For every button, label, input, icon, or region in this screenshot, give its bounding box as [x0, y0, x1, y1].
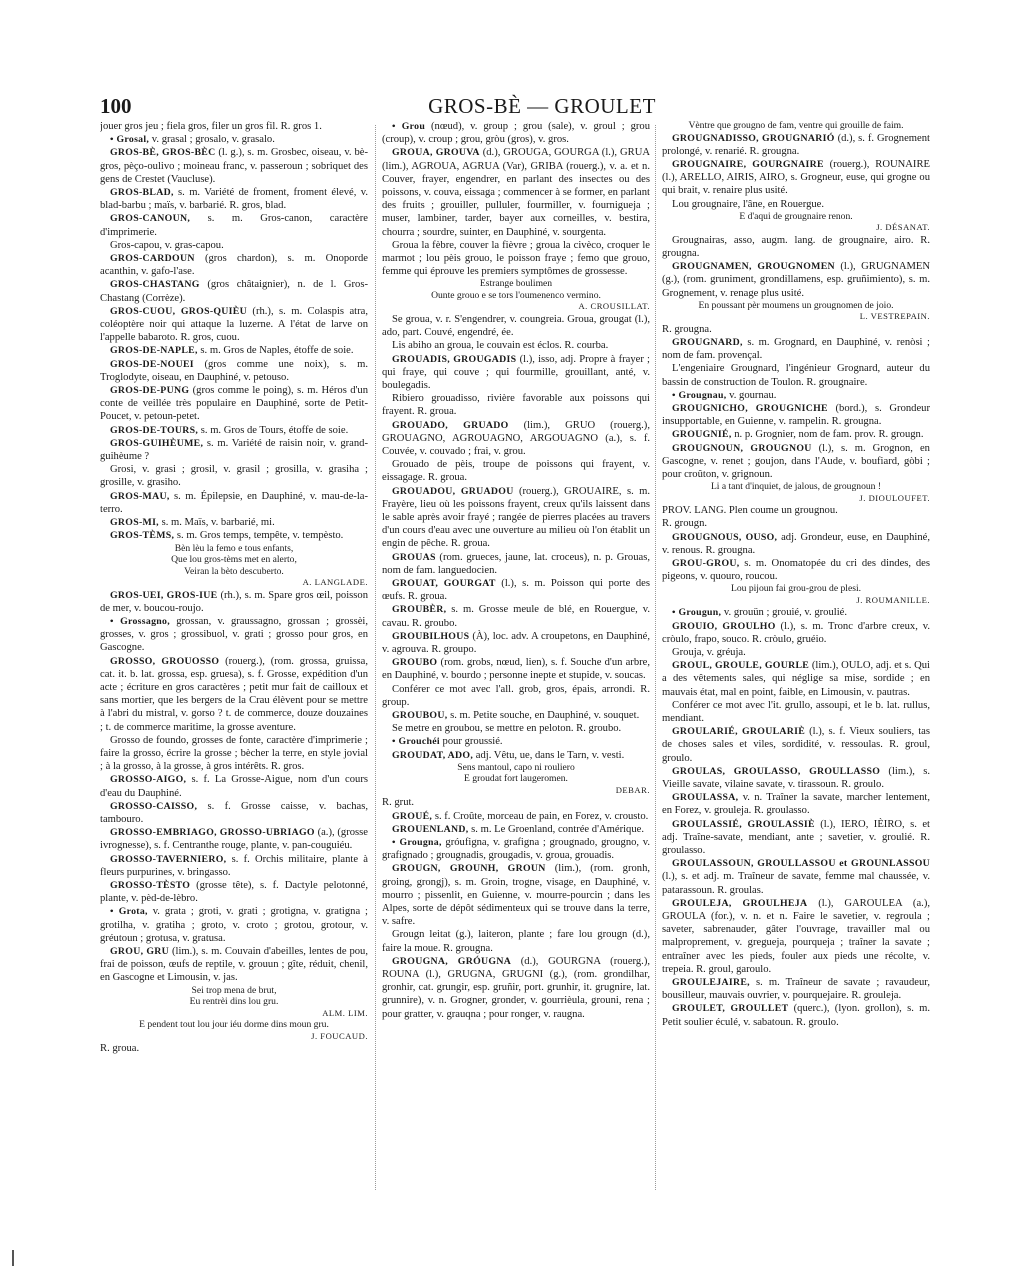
dictionary-entry — [382, 656, 650, 682]
quotation-line: Eu rentrèi dins lou gru. — [189, 996, 279, 1008]
entry-headword: GROUGNARD, — [672, 336, 743, 348]
entry-headword: GROUGN, GROUNH, GROUN — [392, 863, 546, 875]
entry-text: Grouado de pèis, troupe de poissons qui frayent, v. eissagage. R. groua. — [382, 459, 650, 484]
entry-definition: (l.), GRUGNAMEN (g.), (rom. gruniment, grondillamens, esp. gruñimiento), s. m. Grognement, v. renage plus usité. — [662, 261, 930, 299]
entry-definition: (rom. grueces, jaune, lat. croceus), n. p. Grouas, nom de fam. languedocien. — [382, 551, 650, 576]
dictionary-entry — [382, 577, 650, 603]
entry-definition: (l.), s. m. Tronc d'arbre creux, v. cròulo, frapo, souco. R. cròulo, gruéio. — [662, 620, 930, 645]
dictionary-entry — [662, 336, 930, 362]
entry-definition: s. m. Maïs, v. barbarié, mi. — [158, 517, 275, 529]
entry-headword: GROULEJA, GROULHEJA — [672, 897, 808, 909]
entry-definition: (lim.), (rom. gronh, groing, grongj), s. m. Groin, trogne, visage, en Dauphiné, v. mourro ; pissenlit, en Guienne, v. mourre-pourcin ; dans les Alpes, sorte de dépôt sédimenteux qui se trouve dans la terre, v. safre. — [382, 863, 650, 928]
quotation-author: J. FOUCAUD. — [311, 1030, 368, 1041]
column-right — [662, 120, 930, 1200]
dictionary-entry — [662, 976, 930, 1002]
dictionary-entry — [382, 749, 650, 762]
page-number: 100 — [100, 94, 132, 118]
entry-definition: (rouerg.), (rom. grossa, gruissa, cat. it. b. lat. grossa, esp. gruesa), s. f. Grosse, expédition d'un acte ; écriture en gros caractères ; petit mur fait de cailloux et sans mortier, que les bergers de la Crau élèvent pour se mettre à l'abri du mistral, v. gorso ? t. de commerce, douze douzaines ; t. de commerce maritime, la grosse aventure. — [100, 655, 368, 733]
entry-headword: GROS-DE-NAPLE, — [110, 345, 198, 357]
quotation-line: E groudat fort laugeromen. — [464, 773, 568, 785]
entry-definition: (rh.), s. m. Colaspis atra, coléoptère noir qui attaque la luzerne. A l'état de larve on l'appelle babaroto. R. gros, cuou. — [100, 305, 368, 344]
dictionary-entry — [662, 531, 930, 557]
entry-definition: adj. Grondeur, euse, en Dauphiné, v. renous. R. grougna. — [662, 531, 930, 556]
entry-definition: s. m. Variété de froment, froment élevé, v. blad-barbu ; maïs, v. barbarié. R. gros, blad. — [100, 187, 368, 212]
entry-definition: (rom. grobs, nœud, lien), s. f. Souche d'un arbre, en Dauphiné, v. bourdo ; personne inepte et stupide, v. soucas. — [382, 657, 650, 682]
entry-headword: GROS-GUIHÈUME, — [110, 437, 204, 449]
entry-definition: s. m. Onomatopée du cri des dindes, des pigeons, v. quouro, roucou. — [662, 557, 930, 583]
dictionary-entry — [100, 945, 368, 985]
quotation-author: ALM. LIM. — [322, 1007, 368, 1018]
entry-text: Conférer ce mot avec l'all. grob, gros, épais, arrondi. R. group. — [382, 683, 650, 708]
dictionary-entry — [382, 955, 650, 1021]
entry-headword: GROULEJAIRE, — [672, 977, 750, 989]
entry-definition: (gros comme une noix), s. m. Troglodyte, oiseau, en Dauphiné, v. petouso. — [100, 358, 368, 383]
entry-definition: (gros chardon), s. m. Onoporde acanthin, v. gafo-l'ase. — [100, 253, 368, 278]
entry-headword: GROULASSOUN, GROULLASSOU et GROUNLASSOU — [672, 858, 930, 870]
entry-headword: GROUGNICHO, GROUGNICHE — [672, 402, 828, 414]
dictionary-entry — [382, 862, 650, 928]
dictionary-entry — [100, 853, 368, 879]
entry-headword: GROSSO-CAISSO, — [110, 800, 198, 812]
dictionary-entry — [382, 823, 650, 836]
entry-definition: (gros comme le poing), s. m. Héros d'un conte de veillée très populaire en Dauphiné, sorte de Petit-Poucet, v. petoun-petet. — [100, 385, 368, 423]
entry-definition: (l.), s. f. Vieux souliers, tas de choses sales et viles, sordidité, v. ressoulas. R. groul, groulo. — [662, 726, 930, 764]
entry-text: Grougn leitat (g.), laiteron, plante ; fare lou grougn (d.), faire la moue. R. grougna. — [382, 929, 650, 954]
dictionary-entry — [662, 857, 930, 897]
entry-headword: GROULASSA, — [672, 792, 739, 804]
entry-definition: v. gournau. — [726, 389, 777, 401]
entry-headword: GROUA, GROUVA — [392, 147, 480, 159]
entry-definition: s. f. La Grosse-Aigue, nom d'un cours d'eau du Dauphiné. — [100, 774, 368, 799]
entry-headword: GROULASSIÉ, GROULASSIÈ — [672, 818, 815, 830]
entry-headword: GROUBOU, — [392, 710, 448, 722]
entry-headword: GROUADOU, GRUADOU — [392, 485, 514, 497]
entry-headword: GROS-DE-PUNG — [110, 385, 190, 397]
entry-definition: (lim.), s. Vieille savate, vilaine savate, v. tirassoun. R. groulo. — [662, 765, 930, 791]
dictionary-entry — [100, 490, 368, 516]
entry-definition: (querc.), (lyon. grollon), s. m. Petit soulier éculé, v. sabatoun. R. groulo. — [662, 1003, 930, 1028]
entry-headword: • Grou — [392, 121, 426, 132]
entry-definition: v. grasal ; grosalo, v. grasalo. — [149, 134, 275, 146]
entry-definition: (grosse tête), s. f. Dactyle pelotonné, plante, v. pèd-de-lèbro. — [100, 879, 368, 905]
entry-text: R. grougn. — [662, 518, 708, 530]
entry-definition: s. f. Orchis militaire, plante à fleurs purpurines, v. bringasso. — [100, 853, 368, 878]
dictionary-entry — [100, 212, 368, 238]
entry-headword: GROUGNIÉ, — [672, 429, 732, 441]
dictionary-entry — [662, 620, 930, 646]
column-middle — [382, 120, 650, 1200]
entry-headword: GROS-CHASTANG — [110, 279, 200, 291]
quotation-line: Lou pijoun fai grou-grou de plesi. — [730, 583, 862, 595]
entry-headword: GROSSO, GROUOSSO — [110, 655, 220, 667]
entry-definition: s. f. Croûte, morceau de pain, en Forez, v. crousto. — [432, 810, 649, 822]
entry-definition: gróufigna, v. grafigna ; grougnado, grougno, v. grafignado ; grougnadis, grougadis, v. groua, grouadis. — [382, 836, 650, 862]
entry-text: Grosso de foundo, grosses de fonte, caractère d'imprimerie ; faire la grosso, écrire la grosse ; bècher la terre, en style jovial ; à la grosso, à la grosse, à gros intérêts. R. gros. — [100, 734, 368, 773]
dictionary-entry — [100, 146, 368, 186]
dictionary-entry — [100, 252, 368, 278]
entry-definition: s. m. Gros de Tours, étoffe de soie. — [198, 424, 349, 436]
entry-headword: GROUGNAMEN, GROUGNOMEN — [672, 261, 835, 273]
quotation-line: Ounte grouo e se tors l'oumenenco vermino. — [431, 289, 601, 301]
entry-headword: GROS-BLAD, — [110, 187, 174, 199]
entry-definition: (l.), isso, adj. Propre à frayer ; qui fraye, qui couve ; qui fourmille, grouillant, anté, v. boulegadis. — [382, 353, 650, 391]
entry-definition: (lim.), s. m. Couvain d'abeilles, lentes de pou, frai de poisson, œufs de reptile, v. grouun ; gîte, réduit, chenil, en Gascogne et Limousin, v. jas. — [100, 945, 368, 984]
quotation-line: Li a tant d'inquiet, de jalous, de grougnoun ! — [710, 481, 882, 493]
dictionary-entry — [100, 516, 368, 529]
entry-text: R. grut. — [382, 797, 415, 809]
entry-headword: GROUL, GROULE, GOURLE — [672, 660, 810, 672]
entry-definition: v. grouün ; grouié, v. groulié. — [721, 607, 847, 619]
dictionary-entry — [662, 791, 930, 817]
quotation-line: Estrange boulimen — [479, 278, 553, 290]
quotation-line: Sei trop mena de brut, — [191, 984, 277, 996]
entry-headword: GROUGNADISSO, GROUGNARIÓ — [672, 132, 835, 144]
entry-headword: GROUADIS, GROUGADIS — [392, 353, 517, 365]
entry-definition: grossan, v. graussagno, grossan ; grossèi, grosses, v. gros ; grossibuol, v. grati ; grosso pour gros, en Gascogne. — [100, 615, 368, 654]
entry-definition: s. m. Grosse meule de blé, en Rouergue, v. cavau. R. groubo. — [382, 604, 650, 629]
entry-headword: GROU-GROU, — [672, 557, 740, 569]
dictionary-entry — [100, 358, 368, 384]
entry-definition: (a.), (grosse ivrognesse), s. f. Centranthe rouge, plante, v. pan-couguiéu. — [100, 827, 368, 852]
dictionary-entry — [662, 557, 930, 583]
entry-headword: GROUAT, GOURGAT — [392, 578, 496, 589]
entry-definition: (gros châtaignier), n. de l. Gros-Chastang (Corrèze). — [100, 279, 368, 304]
entry-definition: (l. g.), s. m. Grosbec, oiseau, v. bè-gros, pèço-oulivo ; moineau franc, v. passeroun ; sobriquet des gens de Crestet (Vaucluse). — [100, 147, 368, 185]
entry-headword: GROUGNOUS, OUSO, — [672, 531, 778, 543]
entry-definition: (lim.), OULO, adj. et s. Qui a des vêtements sales, qui néglige sa mise, sordide ; en mauvais état, mal en point, faible, en Limousin, v. pautras. — [662, 660, 930, 698]
entry-headword: • Grossagno, — [110, 615, 170, 627]
entry-headword: GROSSO-TÈSTO — [110, 879, 191, 891]
dictionary-entry — [100, 186, 368, 212]
entry-text: Lis abiho an groua, le couvain est éclos. R. courba. — [392, 340, 609, 352]
entry-text: Conférer ce mot avec l'it. grullo, assoupi, et le b. lat. rullus, mendiant. — [662, 699, 930, 725]
dictionary-entry — [662, 897, 930, 976]
dictionary-entry — [100, 589, 368, 615]
entry-headword: GROUÉ, — [392, 810, 433, 822]
dictionary-entry — [100, 800, 368, 826]
entry-definition: s. m. Le Groenland, contrée d'Amérique. — [468, 823, 644, 835]
quotation-author: DEBAR. — [615, 784, 650, 795]
entry-headword: GROS-CARDOUN — [110, 253, 195, 265]
entry-headword: GROUAS — [392, 551, 436, 563]
dictionary-entry — [100, 879, 368, 905]
quotation-line: Veiran la bèto descuberto. — [184, 565, 284, 577]
entry-definition: n. p. Grognier, nom de fam. prov. R. grougn. — [731, 429, 924, 441]
entry-definition: s. m. Gros de Naples, étoffe de soie. — [197, 345, 354, 357]
quotation-line: Bèn lèu la femo e tous enfants, — [174, 542, 294, 554]
dictionary-entry — [100, 424, 368, 437]
dictionary-entry — [662, 260, 930, 300]
entry-headword: GROU, GRU — [110, 945, 170, 957]
entry-definition: s. f. Grosse caisse, v. bachas, tambouro. — [100, 800, 368, 825]
entry-headword: • Grota, — [110, 906, 148, 918]
dictionary-entry — [382, 146, 650, 238]
entry-headword: GROS-TÈMS, — [110, 530, 175, 542]
quotation-author: A. CROUSILLAT. — [578, 301, 650, 312]
entry-headword: GROUIO, GROULHO — [672, 620, 776, 632]
dictionary-entry — [662, 659, 930, 699]
dictionary-entry — [382, 353, 650, 393]
dictionary-entry — [100, 615, 368, 655]
entry-headword: GROUBILHOUS — [392, 630, 470, 642]
entry-text: Gros-capou, v. gras-capou. — [110, 239, 224, 251]
entry-headword: GROSSO-AIGO, — [110, 774, 187, 786]
dictionary-entry — [100, 278, 368, 304]
entry-headword: GROS-CANOUN, — [110, 213, 191, 225]
dictionary-entry — [100, 384, 368, 424]
entry-definition: (d.), GROUGA, GOURGA (l.), GRUA (lim.), AGROUA, AGRUA (Var), GRIBA (rouerg.), v. a. et n. Couver, frayer, engendrer, en parlant des insectes ou des poissons, v. couva, eissaga ; commencer à se former, en parlant des fruits ; grouiller, pulluler, fourmiller, v. fournigueja ; muser, lambiner, tarder, bayer aux corneilles, v. bestira, chourra ; sourdre, suinter, en Dauphiné, v. sourgenta. — [382, 147, 650, 238]
entry-headword: • Grouchéi — [392, 736, 440, 748]
entry-headword: GROULARIÉ, GROULARIÈ — [672, 726, 806, 738]
entry-definition: (rouerg.), ROUNAIRE (l.), ARELLO, AIRIS, AIRO, s. Grogneur, euse, qui grogne ou qui brait, v. renaire plus usité. — [662, 158, 930, 197]
entry-definition: (l.), s. et adj. m. Traîneur de savate, femme mal chaussée, v. patarassoun. R. groulas. — [662, 871, 930, 896]
margin-mark — [12, 1250, 14, 1266]
entry-definition: s. m. Épilepsie, en Dauphiné, v. mau-de-la-terro. — [100, 490, 368, 515]
entry-text: R. grougna. — [662, 323, 712, 335]
entry-headword: GROS-CUOU, GROS-QUIÈU — [110, 305, 247, 317]
entry-definition: adj. Vêtu, ue, dans le Tarn, v. vesti. — [473, 749, 625, 761]
entry-definition: s. m. Traîneur de savate ; ravaudeur, bousilleur, mauvais ouvrier, v. pourquejaire. R. grouleja. — [662, 977, 930, 1002]
entry-headword: • Grougna, — [392, 836, 442, 848]
entry-headword: GROULET, GROULLET — [672, 1003, 789, 1015]
quotation-author: J. DÉSANAT. — [876, 222, 930, 233]
entry-definition: s. m. Variété de raisin noir, v. grand-guihèume ? — [100, 437, 368, 463]
dictionary-entry — [382, 836, 650, 862]
entry-definition: s. m. Gros temps, tempête, v. tempèsto. — [174, 530, 344, 542]
dictionary-entry — [382, 485, 650, 551]
dictionary-entry — [662, 1002, 930, 1028]
dictionary-entry — [100, 344, 368, 357]
entry-headword: • Grougun, — [672, 607, 722, 619]
entry-definition: (À), loc. adv. A croupetons, en Dauphiné, v. agrouva. R. groupo. — [382, 630, 650, 656]
entry-headword: GROUBO — [392, 657, 438, 669]
entry-definition: (l.), IERO, IÈIRO, s. et adj. Traîne-savate, mendiant, ante ; savetier, v. groulié. R. groulasso. — [662, 818, 930, 857]
entry-headword: GROUGNAIRE, GOURGNAIRE — [672, 158, 824, 170]
quotation-author: J. ROUMANILLE. — [856, 594, 930, 605]
entry-definition: pour groussié. — [439, 736, 503, 748]
entry-definition: s. m. Grognard, en Dauphiné, v. renòsi ; nom de fam. provençal. — [662, 336, 930, 362]
dictionary-entry — [662, 428, 930, 441]
dictionary-entry — [662, 725, 930, 765]
column-left — [100, 120, 368, 1200]
entry-text: PROV. LANG. Plen coume un grougnou. — [662, 505, 838, 517]
entry-text: Grosi, v. grasi ; grosil, v. grasil ; grosilla, v. grasiha ; grosille, v. grasiho. — [100, 464, 368, 489]
entry-headword: GROUDAT, ADO, — [392, 749, 474, 761]
entry-definition: v. n. Traîner la savate, marcher lentement, en Forez, v. grouleja. R. groulasso. — [662, 792, 930, 817]
dictionary-entry — [662, 442, 930, 482]
dictionary-entry — [100, 305, 368, 345]
entry-text: Grougnairas, asso, augm. lang. de grougnaire, airo. R. grougna. — [662, 234, 930, 259]
dictionary-entry — [100, 826, 368, 852]
column-divider — [375, 125, 377, 1190]
dictionary-entry — [662, 389, 930, 402]
entry-definition: (l.), s. m. Poisson qui porte des œufs. R. groua. — [382, 578, 650, 603]
dictionary-entry — [382, 551, 650, 577]
entry-text: Groua la fèbre, couver la fièvre ; groua la civèco, croquer le marmot ; lou pèis grouo, le poisson fraye ; femo que grouo, femme qui éprouve les premiers symptômes de grossesse. — [382, 239, 650, 278]
entry-definition: (d.), s. f. Grognement prolongé, v. renarié. R. grougna. — [662, 132, 930, 157]
entry-definition: (rh.), s. m. Spare gros œil, poisson de mer, v. boucou-roujo. — [100, 589, 368, 614]
entry-headword: GROS-MI, — [110, 517, 159, 529]
entry-headword: GROUGNA, GRÓUGNA — [392, 955, 512, 967]
dictionary-entry — [100, 905, 368, 945]
column-divider — [655, 125, 657, 1190]
dictionary-entry — [100, 529, 368, 542]
entry-definition: (l.), GAROULEA (a.), GROULA (for.), v. n. et n. Faire le savetier, v. regroula ; saveter, sabrenauder, gâter l'ouvrage, travailler mal ou malproprement, v. gregueja, pourqueja ; traîner la savate ; entraîner avec les pieds, fouler aux pieds une récolte, v. trepeia. R. groul, garoulo. — [662, 897, 930, 975]
entry-definition: (lim.), GRUO (rouerg.), GROUAGNO, AGROUAGNO, ARGOUAGNO (a.), s. f. Couvée, v. couvado ; frai, v. grou. — [382, 419, 650, 457]
dictionary-entry — [382, 735, 650, 748]
entry-definition: s. m. Petite souche, en Dauphiné, v. souquet. — [447, 710, 640, 722]
entry-definition: (nœud), v. group ; grou (sale), v. groul ; grou (croup), v. croup ; grou, gròu (gros), v. gros. — [382, 121, 650, 146]
quotation-line: Vèntre que grougno de fam, ventre qui grouille de faim. — [688, 120, 904, 131]
entry-definition: (d.), GOURGNA (rouerg.), ROUNA (l.), GRUGNA, GRUGNI (g.), (rom. grondilhar, gronhir, cat. grungir, esp. gruñir, port. grunhir, it. grugnire, lat. grunnire), v. n. Grogner, gronder, v. gourrièula, grouni, rena ; pour gratter, v. grauqna ; pour ronger, v. raugna. — [382, 955, 650, 1020]
entry-headword: GROS-BÈ, GROS-BÈC — [110, 147, 216, 159]
dictionary-entry — [100, 133, 368, 146]
entry-headword: GROUGNOUN, GROUGNOU — [672, 442, 812, 454]
entry-definition: (bord.), s. Grondeur insupportable, en Guienne, v. rampelin. R. grougna. — [662, 402, 930, 428]
quotation-line: En poussant pèr moumens un grougnomen de joio. — [698, 299, 894, 311]
quotation-line: Sens mantoul, capo ni rouliero — [457, 761, 575, 773]
quotation-line: Que lou gros-tèms met en alerto, — [171, 554, 297, 565]
entry-text: Ribiero grouadisso, rivière favorable aux poissons qui frayent. R. groua. — [382, 393, 650, 418]
dictionary-entry — [382, 603, 650, 629]
entry-headword: GROSSO-TAVERNIERO, — [110, 853, 227, 865]
dictionary-entry — [100, 437, 368, 463]
dictionary-entry — [662, 158, 930, 198]
entry-text: Se metre en groubou, se mettre en peloton. R. groubo. — [392, 723, 622, 735]
entry-headword: GROS-DE-NOUEI — [110, 358, 194, 370]
dictionary-entry — [662, 765, 930, 791]
entry-headword: • Grosal, — [110, 134, 150, 146]
entry-text: Grouja, v. gréuja. — [672, 647, 746, 658]
dictionary-entry — [662, 402, 930, 428]
entry-headword: GROUADO, GRUADO — [392, 419, 509, 431]
entry-headword: GROS-UEI, GROS-IUE — [110, 589, 218, 601]
quotation-line: E d'aqui de grougnaire renon. — [739, 210, 853, 222]
quotation-author: A. LANGLADE. — [302, 577, 368, 587]
entry-definition: v. grata ; groti, v. grati ; grotigna, v. gratigna ; grotilha, v. gratiha ; groto, v. croto ; grotou, grotour, v. gréutoun ; grotusa, v. gratusa. — [100, 906, 368, 944]
dictionary-entry — [662, 132, 930, 158]
dictionary-entry — [382, 120, 650, 146]
page-header — [100, 94, 984, 118]
entry-definition: (l.), s. m. Grognon, en Gascogne, v. renet ; goujon, dans l'Aude, v. boufiard, gòbi ; pour croûton, v. grignoun. — [662, 442, 930, 480]
entry-text: Se groua, v. r. S'engendrer, v. coungreia. Groua, grougat (l.), ado, part. Couvé, engendré, ée. — [382, 313, 650, 339]
dictionary-entry — [662, 606, 930, 619]
entry-headword: GROS-MAU, — [110, 490, 170, 502]
entry-headword: • Grougnau, — [672, 389, 727, 401]
entry-definition: s. m. Gros-canon, caractère d'imprimerie. — [100, 213, 368, 238]
entry-text: Lou grougnaire, l'âne, en Rouergue. — [672, 198, 825, 210]
entry-headword: GROS-DE-TOURS, — [110, 424, 199, 436]
quotation-author: L. VESTREPAIN. — [859, 311, 930, 322]
dictionary-entry — [100, 773, 368, 799]
dictionary-entry — [100, 655, 368, 734]
dictionary-entry — [382, 630, 650, 656]
entry-headword: GROULAS, GROULASSO, GROULLASSO — [672, 765, 881, 777]
dictionary-entry — [382, 810, 650, 823]
entry-text: L'engeniaire Grougnard, l'ingénieur Grognard, auteur du bassin de construction de Toulon. R. grougnaire. — [662, 363, 930, 388]
dictionary-entry — [382, 419, 650, 459]
entry-headword: GROUENLAND, — [392, 823, 469, 835]
dictionary-entry — [662, 818, 930, 858]
dictionary-entry — [382, 709, 650, 722]
entry-definition: (rouerg.), GROUAIRE, s. m. Frayère, lieu où les poissons frayent, creux qu'ils laissent dans le sable après avoir frayé ; rangée de pierres placées au travers d'un cours d'eau avec une ouverture au milieu où l'on établit un engin de pêche. R. groua. — [382, 485, 650, 550]
entry-text: R. groua. — [100, 1043, 140, 1055]
entry-headword: GROUBÈR, — [392, 604, 447, 616]
entry-headword: GROSSO-EMBRIAGO, GROSSO-UBRIAGO — [110, 827, 315, 839]
entry-text: jouer gros jeu ; fiela gros, filer un gros fil. R. gros 1. — [100, 121, 322, 132]
running-title: GROS-BÈ — GROULET — [428, 94, 656, 118]
quotation-author: J. DIOULOUFET. — [859, 492, 930, 503]
quotation-line: E pendent tout lou jour iéu dorme dins moun gru. — [139, 1019, 329, 1031]
